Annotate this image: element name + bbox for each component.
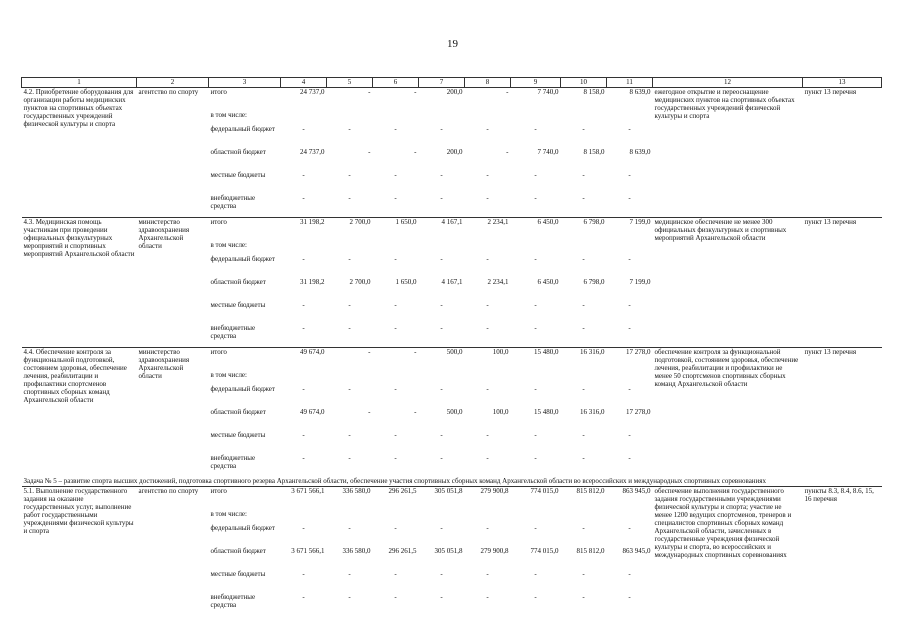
dash-cell: - — [348, 171, 351, 179]
dash-cell: - — [394, 171, 397, 179]
event-name: 5.1. Выполнение государственного задания на оказание государственных услуг, выполнение работ государственными учреждениями физической культуры и спорта — [22, 487, 137, 617]
amount: - — [368, 148, 371, 156]
empty-cell — [465, 111, 511, 125]
empty-cell — [373, 371, 419, 385]
amount: 279 900,8 — [480, 547, 509, 555]
amount: - — [368, 408, 371, 416]
amount: 500,0 — [446, 408, 463, 416]
executor: агентство по спорту — [137, 88, 209, 218]
amount: 31 198,2 — [281, 218, 327, 242]
amount: 4 167,1 — [441, 278, 463, 286]
dash-cell: - — [628, 171, 631, 179]
task-row — [22, 477, 882, 487]
empty-cell — [419, 510, 465, 524]
column-number: 9 — [511, 78, 561, 88]
dash-cell: - — [534, 171, 537, 179]
dash-cell: - — [348, 385, 351, 393]
reference: пункт 13 перечня — [803, 348, 882, 478]
funding-source: федеральный бюджет — [210, 524, 275, 532]
funding-source: областной бюджет — [210, 408, 266, 416]
dash-cell: - — [628, 301, 631, 309]
dash-cell: - — [348, 454, 351, 462]
empty-cell — [511, 510, 561, 524]
column-number: 8 — [465, 78, 511, 88]
funding-source: федеральный бюджет — [210, 385, 275, 393]
dash-cell: - — [302, 431, 305, 439]
dash-cell: - — [394, 431, 397, 439]
empty-cell — [373, 111, 419, 125]
funding-source: в том числе: — [210, 371, 247, 379]
dash-cell: - — [440, 194, 443, 202]
dash-cell: - — [628, 454, 631, 462]
column-number: 11 — [607, 78, 653, 88]
empty-cell — [607, 510, 653, 524]
amount: 4 167,1 — [419, 218, 465, 242]
dash-cell: - — [440, 524, 443, 532]
amount: 24 737,0 — [281, 88, 327, 112]
amount: 3 671 566,1 — [291, 547, 325, 555]
column-number: 5 — [327, 78, 373, 88]
dash-cell: - — [348, 255, 351, 263]
dash-cell: - — [440, 171, 443, 179]
empty-cell — [327, 371, 373, 385]
amount: 16 316,0 — [580, 408, 605, 416]
dash-cell: - — [440, 454, 443, 462]
empty-cell — [561, 510, 607, 524]
dash-cell: - — [394, 324, 397, 332]
amount: 8 639,0 — [629, 148, 651, 156]
empty-cell — [607, 371, 653, 385]
amount: 1 650,0 — [373, 218, 419, 242]
dash-cell: - — [394, 385, 397, 393]
amount: - — [373, 348, 419, 372]
empty-cell — [561, 371, 607, 385]
dash-cell: - — [628, 324, 631, 332]
empty-cell — [281, 371, 327, 385]
amount: 296 261,5 — [373, 487, 419, 511]
dash-cell: - — [628, 431, 631, 439]
expected-result: ежегодное открытие и переоснащение медицинских пунктов на спортивных объектах государственных учреждений физической культуры и спорта — [653, 88, 803, 218]
event-name: 4.4. Обеспечение контроля за функциональной подготовкой, состоянием здоровья, обеспечение лечения, реабилитации и профилактики спортсменов спортивных сборных команд Архангельской области — [22, 348, 137, 478]
funding-source: в том числе: — [210, 111, 247, 119]
empty-cell — [327, 510, 373, 524]
column-number: 12 — [653, 78, 803, 88]
dash-cell: - — [486, 593, 489, 601]
amount: 2 700,0 — [349, 278, 371, 286]
dash-cell: - — [394, 194, 397, 202]
dash-cell: - — [628, 125, 631, 133]
funding-source: федеральный бюджет — [210, 255, 275, 263]
empty-cell — [511, 241, 561, 255]
empty-cell — [281, 510, 327, 524]
dash-cell: - — [302, 385, 305, 393]
dash-cell: - — [486, 385, 489, 393]
column-number: 6 — [373, 78, 419, 88]
amount: - — [414, 408, 417, 416]
amount: 3 671 566,1 — [281, 487, 327, 511]
executor: министерство здравоохранения Архангельской области — [137, 348, 209, 478]
dash-cell: - — [534, 255, 537, 263]
dash-cell: - — [348, 125, 351, 133]
dash-cell: - — [534, 593, 537, 601]
source-row-total — [22, 218, 882, 242]
dash-cell: - — [486, 255, 489, 263]
dash-cell: - — [582, 125, 585, 133]
funding-source: областной бюджет — [210, 278, 266, 286]
dash-cell: - — [486, 301, 489, 309]
amount: 7 740,0 — [511, 88, 561, 112]
amount: 815 812,0 — [561, 487, 607, 511]
dash-cell: - — [348, 324, 351, 332]
amount: 8 639,0 — [607, 88, 653, 112]
dash-cell: - — [302, 301, 305, 309]
dash-cell: - — [394, 593, 397, 601]
funding-source: местные бюджеты — [210, 570, 266, 578]
dash-cell: - — [582, 454, 585, 462]
amount: - — [506, 148, 509, 156]
empty-cell — [511, 111, 561, 125]
dash-cell: - — [486, 570, 489, 578]
amount: 100,0 — [465, 348, 511, 372]
funding-source: местные бюджеты — [210, 301, 266, 309]
funding-source: внебюджетные средства — [210, 324, 256, 340]
column-number: 13 — [803, 78, 882, 88]
dash-cell: - — [582, 593, 585, 601]
source-row-total — [22, 88, 882, 112]
dash-cell: - — [582, 194, 585, 202]
amount: 500,0 — [419, 348, 465, 372]
amount: 17 278,0 — [607, 348, 653, 372]
dash-cell: - — [302, 593, 305, 601]
expected-result: медицинское обеспечение не менее 300 официальных физкультурных и спортивных мероприятий Архангельской области — [653, 218, 803, 348]
amount: 31 198,2 — [300, 278, 325, 286]
expected-result: обеспечение контроля за функциональной подготовкой, состоянием здоровья, обеспечение лечения, реабилитации и профилактики не менее 50 спортсменов спортивных сборных команд Архангельской области — [653, 348, 803, 478]
amount: - — [373, 88, 419, 112]
column-number: 1 — [22, 78, 137, 88]
funding-source: итого — [209, 218, 281, 242]
amount: 8 158,0 — [561, 88, 607, 112]
empty-cell — [511, 371, 561, 385]
dash-cell: - — [486, 431, 489, 439]
amount: 49 674,0 — [281, 348, 327, 372]
dash-cell: - — [486, 194, 489, 202]
dash-cell: - — [302, 194, 305, 202]
amount: 17 278,0 — [626, 408, 651, 416]
empty-cell — [419, 371, 465, 385]
funding-source: местные бюджеты — [210, 171, 266, 179]
empty-cell — [373, 510, 419, 524]
amount: 8 158,0 — [583, 148, 605, 156]
source-row-total — [22, 487, 882, 511]
dash-cell: - — [302, 324, 305, 332]
dash-cell: - — [534, 301, 537, 309]
funding-source: областной бюджет — [210, 148, 266, 156]
amount: 6 798,0 — [583, 278, 605, 286]
dash-cell: - — [534, 125, 537, 133]
amount: 100,0 — [492, 408, 509, 416]
dash-cell: - — [534, 524, 537, 532]
column-number: 7 — [419, 78, 465, 88]
dash-cell: - — [582, 570, 585, 578]
dash-cell: - — [486, 125, 489, 133]
dash-cell: - — [394, 454, 397, 462]
column-number: 3 — [209, 78, 281, 88]
amount: 200,0 — [419, 88, 465, 112]
dash-cell: - — [440, 255, 443, 263]
event-name: 4.2. Приобретение оборудования для организации работы медицинских пунктов на спортивных объектах государственных учреждений физической культуры и спорта — [22, 88, 137, 218]
dash-cell: - — [302, 171, 305, 179]
reference: пункты 8.3, 8.4, 8.6, 15, 16 перечня — [803, 487, 882, 617]
empty-cell — [561, 241, 607, 255]
amount: 15 480,0 — [511, 348, 561, 372]
dash-cell: - — [302, 454, 305, 462]
amount: 2 234,1 — [465, 218, 511, 242]
amount: 305 051,8 — [434, 547, 463, 555]
amount: 6 450,0 — [537, 278, 559, 286]
amount: 2 234,1 — [487, 278, 509, 286]
dash-cell: - — [394, 125, 397, 133]
amount: 1 650,0 — [395, 278, 417, 286]
amount: 2 700,0 — [327, 218, 373, 242]
amount: 815 812,0 — [576, 547, 605, 555]
empty-cell — [419, 241, 465, 255]
dash-cell: - — [534, 570, 537, 578]
dash-cell: - — [628, 385, 631, 393]
amount: 6 450,0 — [511, 218, 561, 242]
event-name: 4.3. Медицинская помощь участникам при проведении официальных физкультурных мероприятий и спортивных мероприятий Архангельской области — [22, 218, 137, 348]
dash-cell: - — [394, 570, 397, 578]
dash-cell: - — [394, 301, 397, 309]
empty-cell — [419, 111, 465, 125]
amount: - — [327, 88, 373, 112]
dash-cell: - — [348, 524, 351, 532]
dash-cell: - — [628, 194, 631, 202]
amount: 7 740,0 — [537, 148, 559, 156]
empty-cell — [281, 241, 327, 255]
empty-cell — [465, 371, 511, 385]
page-number: 19 — [447, 38, 458, 50]
funding-source: федеральный бюджет — [210, 125, 275, 133]
funding-source: в том числе: — [210, 241, 247, 249]
funding-source: в том числе: — [210, 510, 247, 518]
dash-cell: - — [440, 301, 443, 309]
empty-cell — [465, 510, 511, 524]
amount: 200,0 — [446, 148, 463, 156]
amount: 49 674,0 — [300, 408, 325, 416]
dash-cell: - — [534, 324, 537, 332]
amount: 863 945,0 — [622, 547, 651, 555]
column-number: 10 — [561, 78, 607, 88]
dash-cell: - — [486, 524, 489, 532]
empty-cell — [327, 241, 373, 255]
funding-source: внебюджетные средства — [210, 194, 256, 210]
dash-cell: - — [440, 593, 443, 601]
dash-cell: - — [582, 524, 585, 532]
dash-cell: - — [534, 385, 537, 393]
empty-cell — [607, 111, 653, 125]
dash-cell: - — [394, 255, 397, 263]
column-number: 2 — [137, 78, 209, 88]
dash-cell: - — [628, 524, 631, 532]
amount: 863 945,0 — [607, 487, 653, 511]
dash-cell: - — [486, 324, 489, 332]
amount: 16 316,0 — [561, 348, 607, 372]
amount: - — [465, 88, 511, 112]
empty-cell — [465, 241, 511, 255]
dash-cell: - — [628, 593, 631, 601]
dash-cell: - — [440, 431, 443, 439]
dash-cell: - — [582, 301, 585, 309]
funding-source: итого — [209, 487, 281, 511]
amount: 305 051,8 — [419, 487, 465, 511]
dash-cell: - — [486, 454, 489, 462]
dash-cell: - — [348, 301, 351, 309]
dash-cell: - — [534, 454, 537, 462]
empty-cell — [561, 111, 607, 125]
dash-cell: - — [302, 125, 305, 133]
executor: министерство здравоохранения Архангельской области — [137, 218, 209, 348]
dash-cell: - — [486, 171, 489, 179]
dash-cell: - — [582, 324, 585, 332]
reference: пункт 13 перечня — [803, 88, 882, 218]
amount: 774 015,0 — [511, 487, 561, 511]
dash-cell: - — [534, 431, 537, 439]
funding-source: местные бюджеты — [210, 431, 266, 439]
funding-source: итого — [209, 348, 281, 372]
amount: 336 580,0 — [327, 487, 373, 511]
empty-cell — [373, 241, 419, 255]
expected-result: обеспечение выполнения государственного задания государственными учреждениями физической культуры и спорта; участие не менее 1200 ведущих спортсменов, тренеров и специалистов спортивных сборных команд Архангельской области, зачисленных в государственные учреждения физической культуры и спорта, во всероссийских и международных спортивных соревнованиях — [653, 487, 803, 617]
dash-cell: - — [440, 324, 443, 332]
empty-cell — [327, 111, 373, 125]
amount: 336 580,0 — [342, 547, 371, 555]
dash-cell: - — [348, 593, 351, 601]
amount: 7 199,0 — [629, 278, 651, 286]
dash-cell: - — [628, 255, 631, 263]
dash-cell: - — [628, 570, 631, 578]
amount: - — [327, 348, 373, 372]
dash-cell: - — [302, 570, 305, 578]
column-number: 4 — [281, 78, 327, 88]
executor: агентство по спорту — [137, 487, 209, 617]
dash-cell: - — [348, 194, 351, 202]
budget-table — [21, 77, 882, 616]
dash-cell: - — [302, 524, 305, 532]
header-row — [22, 78, 882, 88]
dash-cell: - — [394, 524, 397, 532]
amount: 6 798,0 — [561, 218, 607, 242]
funding-source: областной бюджет — [210, 547, 266, 555]
task-title: Задача № 5 – развитие спорта высших достижений, подготовка спортивного резерва Архангельской области, обеспечение участия спортивных сборных команд Архангельской области во всероссийских и международных спортивных соревнованиях — [23, 477, 767, 485]
dash-cell: - — [348, 431, 351, 439]
amount: 279 900,8 — [465, 487, 511, 511]
source-row-total — [22, 348, 882, 372]
dash-cell: - — [302, 255, 305, 263]
dash-cell: - — [582, 431, 585, 439]
amount: 7 199,0 — [607, 218, 653, 242]
dash-cell: - — [582, 171, 585, 179]
funding-source: итого — [209, 88, 281, 112]
dash-cell: - — [348, 570, 351, 578]
funding-source: внебюджетные средства — [210, 454, 256, 470]
dash-cell: - — [534, 194, 537, 202]
amount: 774 015,0 — [530, 547, 559, 555]
dash-cell: - — [582, 385, 585, 393]
dash-cell: - — [582, 255, 585, 263]
dash-cell: - — [440, 125, 443, 133]
amount: 15 480,0 — [534, 408, 559, 416]
amount: 24 737,0 — [300, 148, 325, 156]
reference: пункт 13 перечня — [803, 218, 882, 348]
dash-cell: - — [440, 385, 443, 393]
dash-cell: - — [440, 570, 443, 578]
amount: 296 261,5 — [388, 547, 417, 555]
amount: - — [414, 148, 417, 156]
empty-cell — [607, 241, 653, 255]
funding-source: внебюджетные средства — [210, 593, 256, 609]
empty-cell — [281, 111, 327, 125]
